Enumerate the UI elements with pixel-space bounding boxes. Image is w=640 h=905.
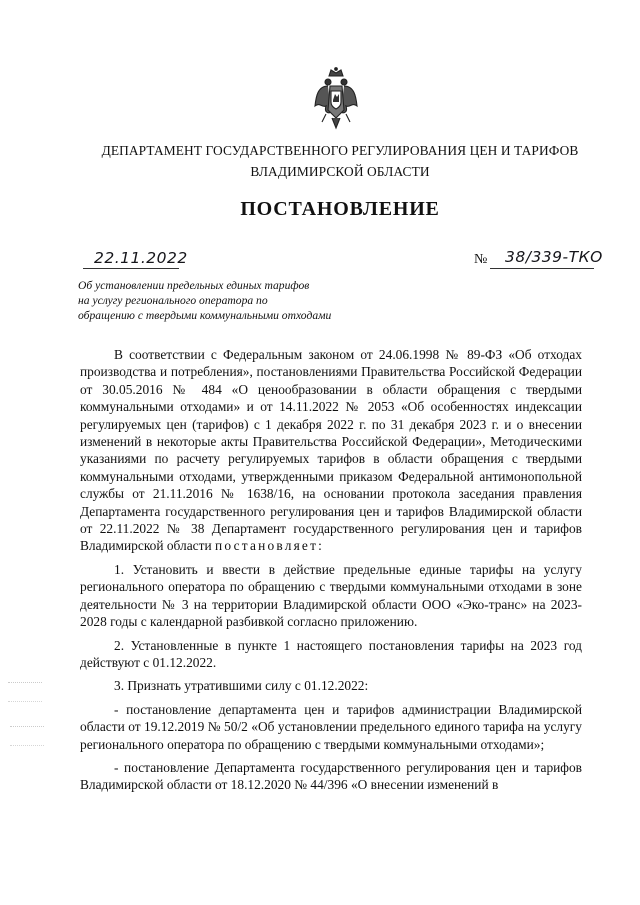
document-date: 22.11.2022 (94, 249, 188, 267)
clause-2-paragraph: 2. Установленные в пункте 1 настоящего постановления тарифы на 2023 год действуют с 01.12.2022. (80, 637, 582, 670)
clause-3-paragraph: 3. Признать утратившими силу с 01.12.2022: (114, 678, 369, 694)
scan-artifact (10, 726, 44, 746)
department-name-line1: ДЕПАРТАМЕНТ ГОСУДАРСТВЕННОГО РЕГУЛИРОВАНИЯ ЦЕН И ТАРИФОВ (101, 143, 579, 158)
document-subject (78, 278, 378, 323)
coat-of-arms-icon (314, 66, 358, 130)
department-name-line2: ВЛАДИМИРСКОЙ ОБЛАСТИ (250, 164, 430, 179)
subject-line: Об установлении предельных единых тарифов (78, 279, 310, 292)
preamble-text: В соответствии с Федеральным законом от 24.06.1998 № 89-ФЗ «Об отходах производства и потребления», постановлениями Правительства Российской Федерации от 30.05.2016 № 484 «О ценообразовании в области обращения с твердыми коммунальными отходами» и от 14.11.2022 № 2053 «Об особенностях индексации регулируемых цен (тарифов) с 1 декабря 2022 г. по 31 декабря 2023 г. и о внесении изменений в некоторые акты Правительства Российской Федерации», Методическими указаниями по расчету регулируемых тарифов в области обращения с твердыми коммунальными отходами, утвержденными приказом Федеральной антимонопольной службы от 21.11.2016 № 1638/16, на основании протокола заседания правления Департамента государственного регулирования цен и тарифов Владимирской области от 22.11.2022 № 38 Департамент государственного регулирования цен и тарифов Владимирской области (80, 347, 582, 554)
scan-artifact (8, 682, 42, 702)
date-underline (83, 268, 179, 269)
preamble-paragraph (80, 346, 582, 555)
subject-line: на услугу регионального оператора по (78, 294, 268, 307)
clause-1-paragraph: 1. Установить и ввести в действие предельные единые тарифы на услугу регионального оператора по обращению с твердыми коммунальными отходами в зоне деятельности № 3 на территории Владимирской области ООО «Эко-транс» на 2023-2028 годы с календарной разбивкой согласно приложению. (80, 561, 582, 630)
number-underline (490, 268, 594, 269)
decree-keyword: постановляет: (214, 538, 325, 554)
document-type-title: ПОСТАНОВЛЕНИЕ (240, 198, 440, 220)
document-number: 38/339-ТКО (505, 248, 603, 266)
document-body (80, 346, 582, 794)
number-label: № (474, 252, 488, 267)
repealed-act-item: - постановление Департамента государственного регулирования цен и тарифов Владимирской области от 18.12.2020 № 44/396 «О внесении изменений в (80, 759, 582, 793)
repealed-act-item: - постановление департамента цен и тарифов администрации Владимирской области от 19.12.2019 № 50/2 «Об установлении предельного единого тарифа на услугу регионального оператора по обращению с твердыми коммунальными отходами»; (80, 701, 582, 752)
subject-line: обращению с твердыми коммунальными отходами (78, 309, 332, 322)
